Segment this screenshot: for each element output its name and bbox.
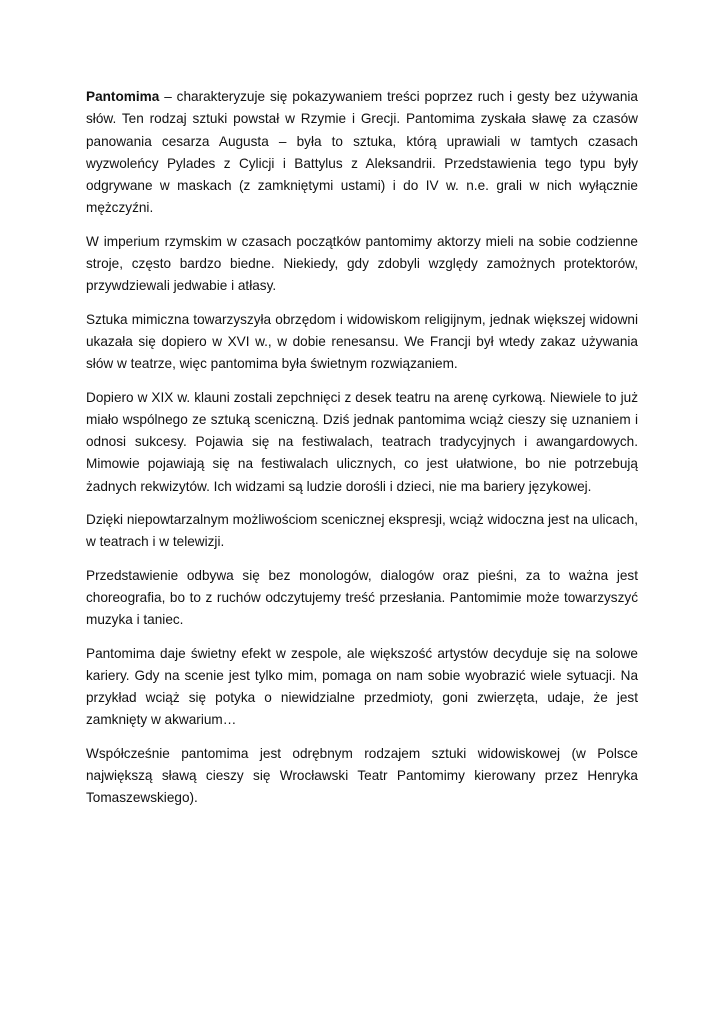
- paragraph-text: – charakteryzuje się pokazywaniem treści poprzez ruch i gesty bez używania słów. Ten rodzaj sztuki powstał w Rzymie i Grecji. Pantomima zyskała sławę za czasów panowania cesarza Augusta – była to sztuka, którą uprawiali w tamtych czasach wyzwoleńcy Pylades z Cylicji i Battylus z Aleksandrii. Przedstawienia tego typu były odgrywane w maskach (z zamkniętymi ustami) i do IV w. n.e. grali w nich wyłącznie mężczyźni.: [86, 89, 638, 216]
- defined-term: Pantomima: [86, 89, 160, 104]
- paragraph-definition: [86, 86, 638, 220]
- paragraph-performance: Przedstawienie odbywa się bez monologów, dialogów oraz pieśni, za to ważna jest choreografia, bo to z ruchów odczytujemy treść przesłania. Pantomimie może towarzyszyć muzyka i taniec.: [86, 567, 638, 628]
- paragraph-renaissance: Sztuka mimiczna towarzyszyła obrzędom i widowiskom religijnym, jednak większej widowni ukazała się dopiero w XVI w., w dobie renesansu. We Francji był wtedy zakaz używania słów w teatrze, więc pantomima była świetnym rozwiązaniem.: [86, 311, 638, 372]
- paragraph-expression: Dzięki niepowtarzalnym możliwościom scenicznej ekspresji, wciąż widoczna jest na ulicach, w teatrach i w telewizji.: [86, 512, 638, 550]
- document-body: [86, 86, 638, 821]
- paragraph-contemporary: Współcześnie pantomima jest odrębnym rodzajem sztuki widowiskowej (w Polsce największą sławą cieszy się Wrocławski Teatr Pantomimy kierowany przez Henryka Tomaszewskiego).: [86, 745, 638, 806]
- paragraph-roman-empire: W imperium rzymskim w czasach początków pantomimy aktorzy mieli na sobie codzienne stroje, często bardzo biedne. Niekiedy, gdy zdobyli względy zamożnych protektorów, przywdziewali jedwabie i atłasy.: [86, 233, 638, 294]
- paragraph-nineteenth-century: Dopiero w XIX w. klauni zostali zepchnięci z desek teatru na arenę cyrkową. Niewiele to już miało wspólnego ze sztuką sceniczną. Dziś jednak pantomima wciąż cieszy się uznaniem i odnosi sukcesy. Pojawia się na festiwalach, teatrach tradycyjnych i awangardowych. Mimowie pojawiają się na festiwalach ulicznych, co jest ułatwione, bo nie potrzebują żadnych rekwizytów. Ich widzami są ludzie dorośli i dzieci, nie ma bariery językowej.: [86, 389, 638, 494]
- paragraph-solo-careers: Pantomima daje świetny efekt w zespole, ale większość artystów decyduje się na solowe kariery. Gdy na scenie jest tylko mim, pomaga on nam sobie wyobrazić wiele sytuacji. Na przykład wciąż się potyka o niewidzialne przedmioty, goni zwierzęta, udaje, że jest zamknięty w akwarium…: [86, 645, 638, 728]
